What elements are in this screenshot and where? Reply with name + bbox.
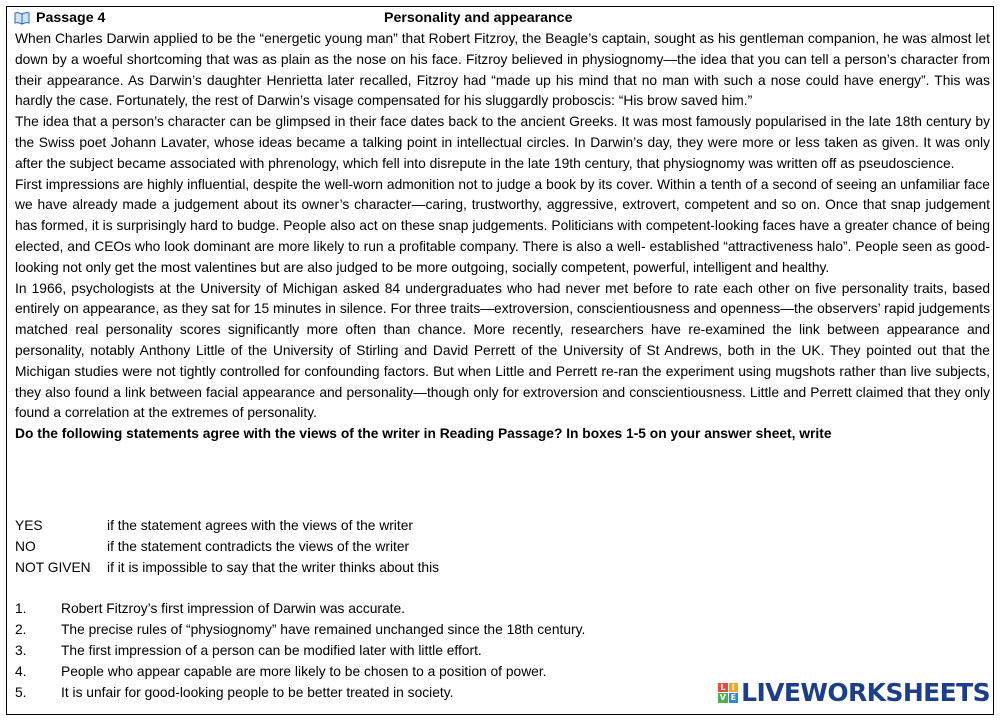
question-item [15,619,585,640]
logo-mark-letter: L [718,683,728,693]
page-title: Personality and appearance [384,10,573,26]
legend-text: if it is impossible to say that the writer thinks about this [107,560,440,575]
question-text: It is unfair for good-looking people to be better treated in society. [61,685,454,700]
passage-label: Passage 4 [36,10,106,26]
question-text: Robert Fitzroy’s first impression of Darwin was accurate. [61,601,406,616]
paragraph-4: In 1966, psychologists at the University of Michigan asked 84 undergraduates who had never met before to rate each other on five personality traits, based entirely on appearance, as they sat for 15 minutes in silence. For three traits—extroversion, conscientiousness and openness—the observers’ rapid judgements matched real personality scores significantly more often than chance. More recently, researchers have re-examined the link between appearance and personality, notably Anthony Little of the University of Stirling and David Perrett of the University of St Andrews, both in the UK. They pointed out that the Michigan studies were not tightly controlled for confounding factors. But when Little and Perrett re-ran the experiment using mugshots rather than live subjects, they also found a link between facial appearance and personality—though only for extroversion and conscientiousness. Little and Perrett claimed that they only found a correlation at the extremes of personality. [15,280,990,421]
legend-item [15,557,439,578]
liveworksheets-logo [718,678,990,707]
logo-mark-letter: E [729,693,739,703]
book-icon [14,11,30,25]
question-item [15,640,585,661]
question-text: The first impression of a person can be modified later with little effort. [61,643,482,658]
question-number: 2. [15,622,27,637]
logo-mark-letter: I [729,683,739,693]
logo-mark-letter: V [719,693,726,703]
question-number: 3. [15,643,27,658]
question-number: 1. [15,601,27,616]
question-number: 4. [15,664,27,679]
question-text: People who appear capable are more likely to be chosen to a position of power. [61,664,547,679]
legend-item [15,515,439,536]
question-list [15,598,585,703]
question-number: 5. [15,685,27,700]
question-item [15,682,585,703]
legend-text: if the statement agrees with the views of the writer [107,518,413,533]
logo-mark-icon [718,683,738,703]
passage-header [14,8,989,28]
question-item [15,598,585,619]
question-item [15,661,585,682]
legend-key: YES [15,518,43,533]
logo-text: LIVEWORKSHEETS [741,678,990,707]
legend-key: NO [15,539,36,554]
paragraph-2: The idea that a person’s character can be glimpsed in their face dates back to the ancient Greeks. It was most famously popularised in the late 18th century by the Swiss poet Johann Lavater, whose ideas became a talking point in intellectual circles. In Darwin’s day, they were more or less taken as given. It was only after the subject became associated with phrenology, which fell into disrepute in the late 19th century, that physiognomy was written off as pseudoscience. [15,114,990,171]
answer-legend [15,515,439,578]
passage-body [15,29,990,445]
instructions: Do the following statements agree with the views of the writer in Reading Passage? In boxes 1-5 on your answer sheet, write [15,426,832,442]
legend-item [15,536,439,557]
question-text: The precise rules of “physiognomy” have remained unchanged since the 18th century. [61,622,586,637]
legend-text: if the statement contradicts the views of the writer [107,539,410,554]
paragraph-3: First impressions are highly influential, despite the well-worn admonition not to judge a book by its cover. Within a tenth of a second of seeing an unfamiliar face we have already made a judgement about its owner’s character—caring, trustworthy, aggressive, extrovert, competent and so on. Once that snap judgement has formed, it is surprisingly hard to budge. People also act on these snap judgements. Politicians with competent-looking faces have a greater chance of being elected, and CEOs who look dominant are more likely to run a profitable company. There is also a well- established “attractiveness halo”. People seen as good-looking not only get the most valentines but are also judged to be more outgoing, socially competent, powerful, intelligent and healthy. [15,176,990,275]
legend-key: NOT GIVEN [15,560,91,575]
paragraph-1: When Charles Darwin applied to be the “energetic young man” that Robert Fitzroy, the Beagle’s captain, sought as his gentleman companion, he was almost let down by a woeful shortcoming that was as plain as the nose on his face. Fitzroy believed in physiognomy—the idea that you can tell a person’s character from their appearance. As Darwin’s daughter Henrietta later recalled, Fitzroy had “made up his mind that no man with such a nose could have energy”. This was hardly the case. Fortunately, the rest of Darwin’s visage compensated for his sluggardly proboscis: “His brow saved him.” [15,31,990,109]
